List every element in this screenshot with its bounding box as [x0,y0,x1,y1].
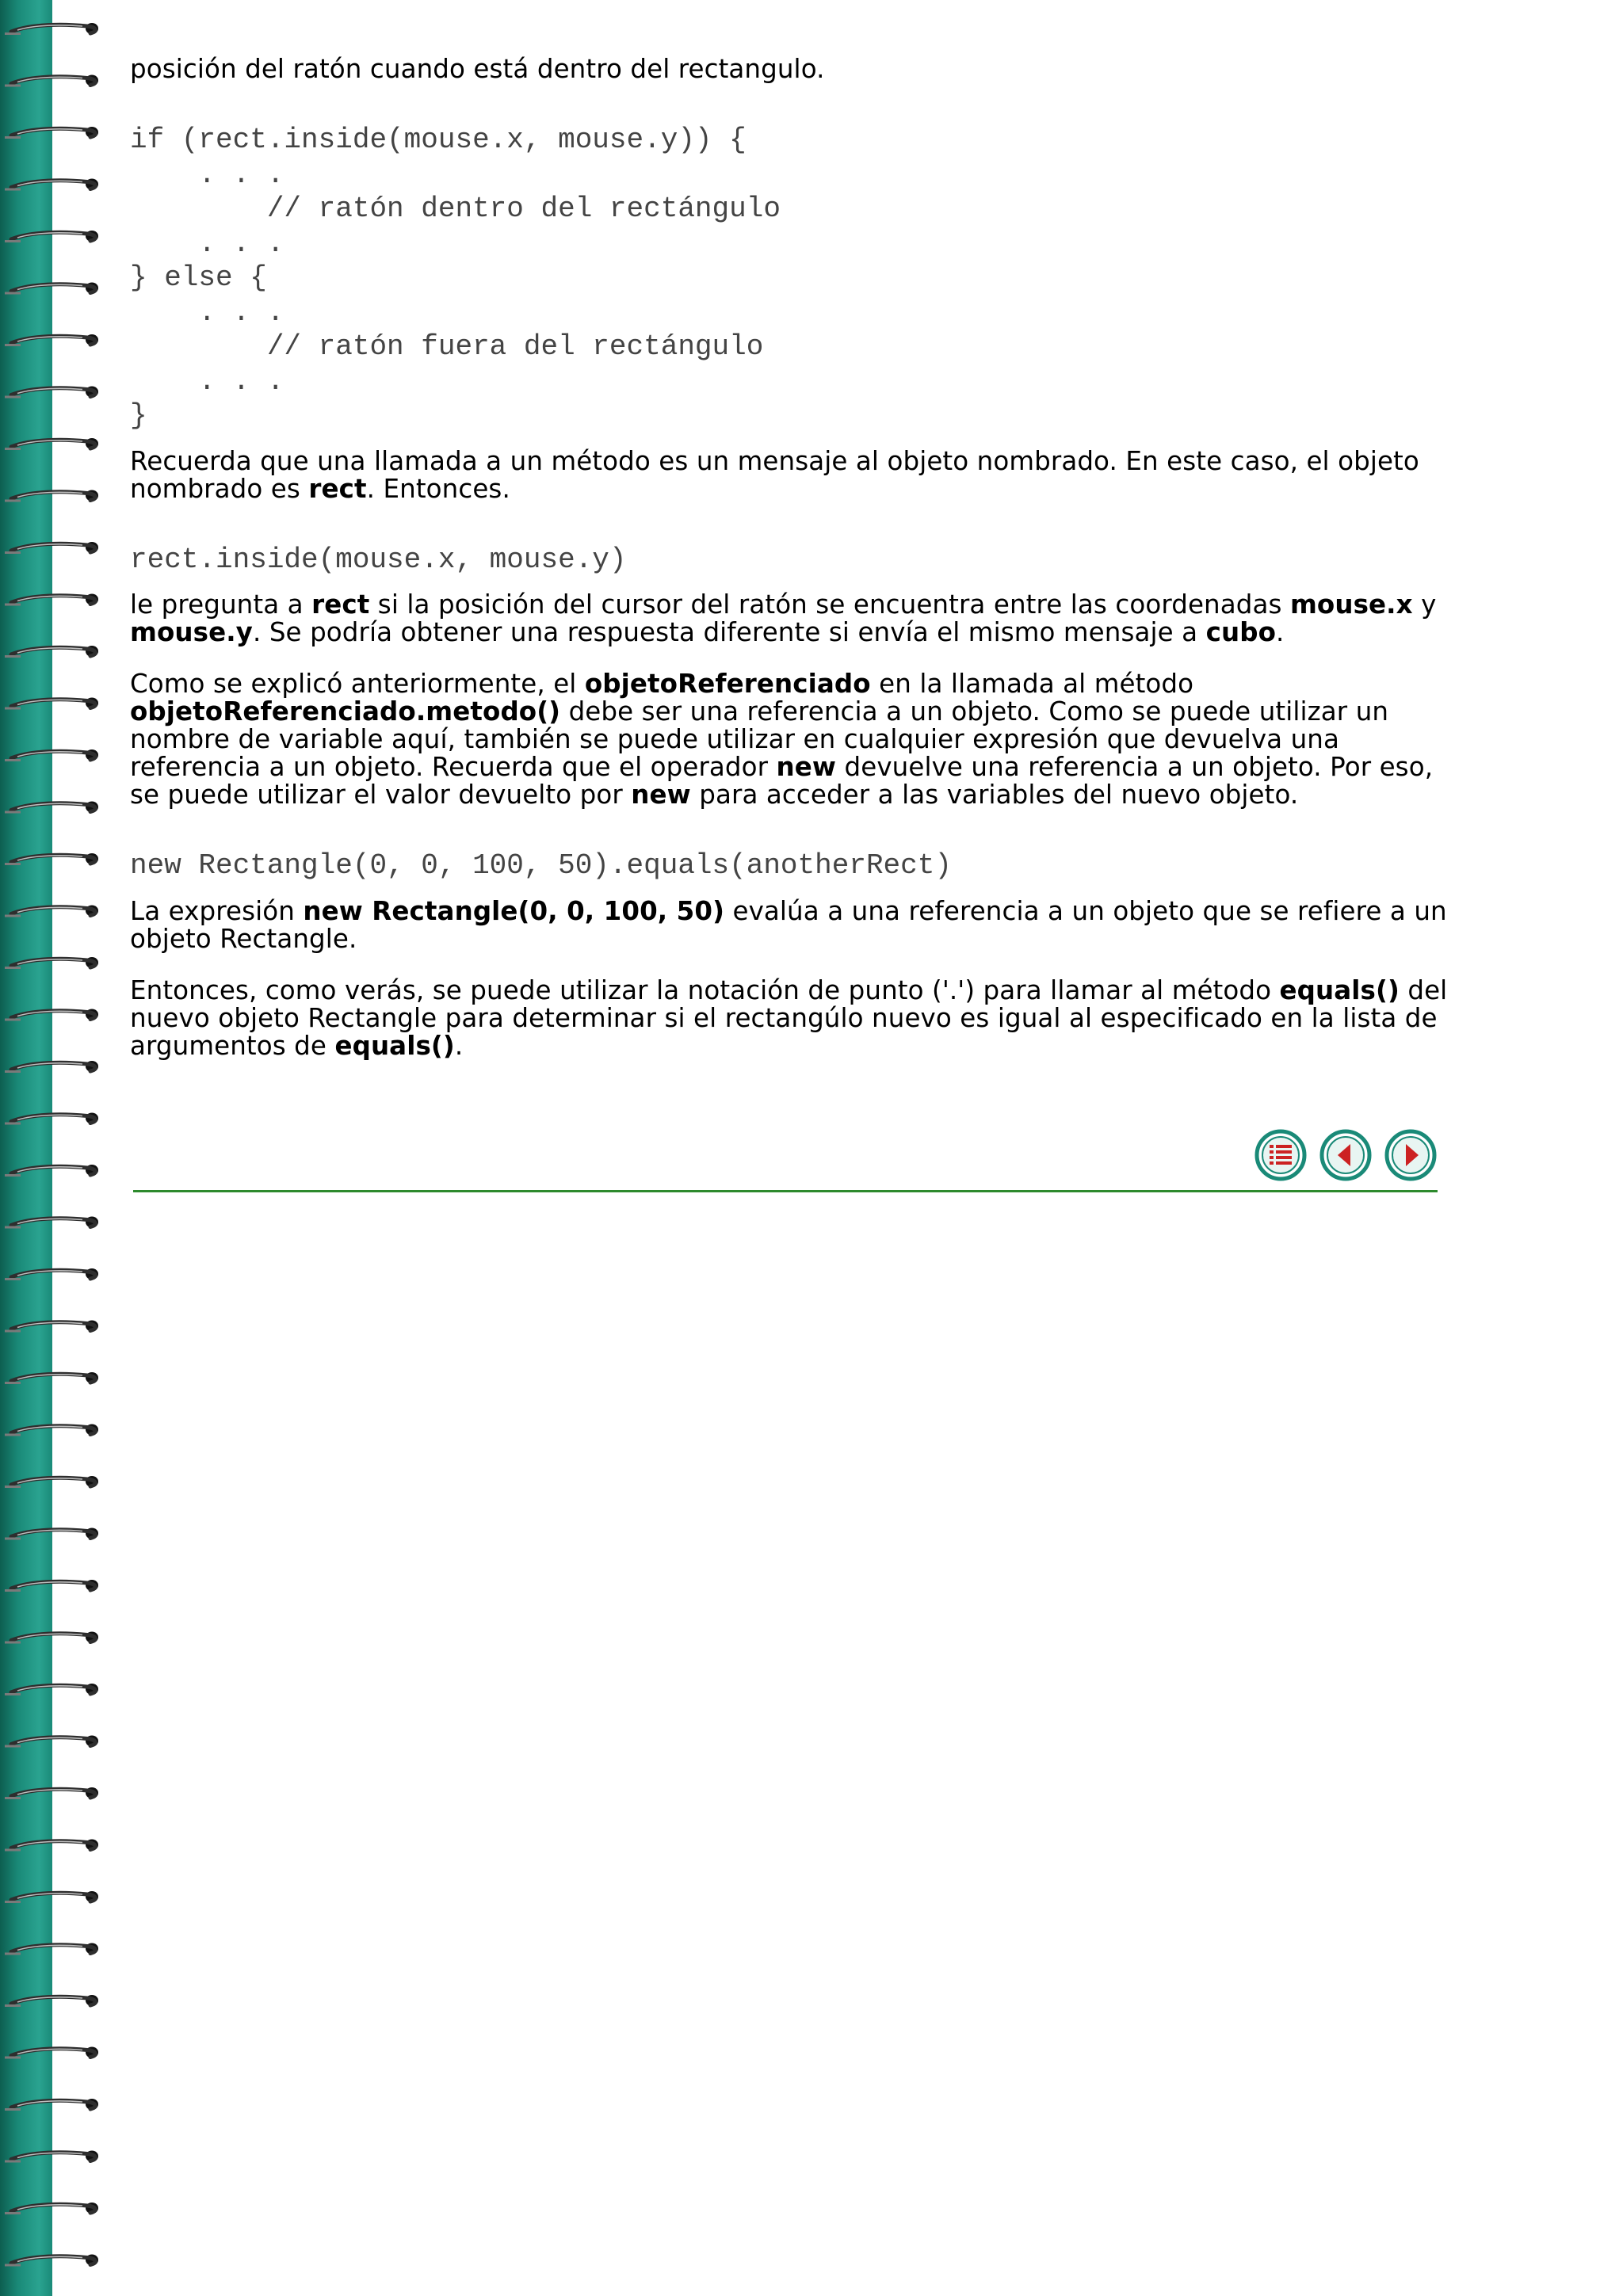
page-navigation [130,1128,1438,1192]
bold-term: new [631,780,691,810]
bold-term: rect [308,473,367,504]
text-span: devuelve una referencia a un objeto. Por eso, se puede utilizar el valor devuelto por [130,752,1434,810]
text-span: debe ser una referencia a un objeto. Como se puede utilizar un nombre de variable aquí, también se puede utilizar en cualquier expresión que devuelva una referencia a un objeto. Recuerda que el operador [130,696,1389,782]
bold-term: mouse.y [130,617,253,647]
text-span: si la posición del cursor del ratón se encuentra entre las coordenadas [369,589,1290,620]
spiral-binding [0,0,103,2296]
horizontal-rule [133,1190,1438,1192]
bold-term: objetoReferenciado.metodo() [130,696,561,727]
paragraph-intro: posición del ratón cuando está dentro del rectangulo. [130,54,825,84]
bold-term: mouse.x [1289,589,1413,620]
bold-term: new [776,752,837,782]
bold-term: objetoReferenciado [584,669,871,699]
text-span: La expresión [130,895,304,926]
paragraph-asks-rect [130,591,1450,646]
text-span: le pregunta a [130,589,312,620]
paragraph-expression [130,895,1450,954]
toc-button[interactable] [1254,1128,1308,1182]
code-block-new-rectangle: new Rectangle(0, 0, 100, 50).equals(anotherRect) [130,849,952,882]
bold-term: new Rectangle(0, 0, 100, 50) [303,895,725,926]
text-span: Recuerda que una llamada a un método es un mensaje al objeto nombrado. En este caso, el objeto nombrado es [130,445,1419,504]
toc-icon [1254,1128,1308,1182]
text-span: en la llamada al método [870,669,1194,699]
code-block-rect-inside: rect.inside(mouse.x, mouse.y) [130,543,627,576]
text-span: Como se explicó anteriormente, el [130,669,585,699]
text-span: . [1276,617,1285,647]
next-page-button[interactable] [1384,1128,1438,1182]
bold-term: equals() [1279,974,1400,1005]
text-span: evalúa a una referencia a un objeto que se refiere a un objeto Rectangle. [130,895,1447,954]
nav-buttons [1254,1128,1438,1182]
text-span: para acceder a las variables del nuevo objeto. [690,780,1299,810]
paragraph-method-call [130,445,1450,504]
text-span: . [454,1030,464,1061]
bold-term: cubo [1205,617,1277,647]
text-span: . Entonces. [366,473,510,504]
next-arrow-icon [1384,1128,1438,1182]
bold-term: equals() [334,1030,455,1061]
text-span: del nuevo objeto Rectangle para determinar si el rectangúlo nuevo es igual al especificado en la lista de argumentos de [130,974,1448,1061]
binding-graphic [0,0,103,2296]
paragraph-dot-notation [130,974,1450,1061]
prev-page-button[interactable] [1319,1128,1373,1182]
bold-term: rect [311,589,370,620]
main-content [130,55,1450,1060]
code-block-if-inside: if (rect.inside(mouse.x, mouse.y)) { . . . // ratón dentro del rectángulo . . . } else { . . . // ratón fuera del rectángulo . . . } [130,124,781,432]
paragraph-referenced-object [130,670,1450,809]
text-span: y [1412,589,1437,620]
prev-arrow-icon [1319,1128,1373,1182]
text-span: Entonces, como verás, se puede utilizar la notación de punto ('.') para llamar al método [130,974,1280,1005]
text-span: . Se podría obtener una respuesta diferente si envía el mismo mensaje a [252,617,1206,647]
